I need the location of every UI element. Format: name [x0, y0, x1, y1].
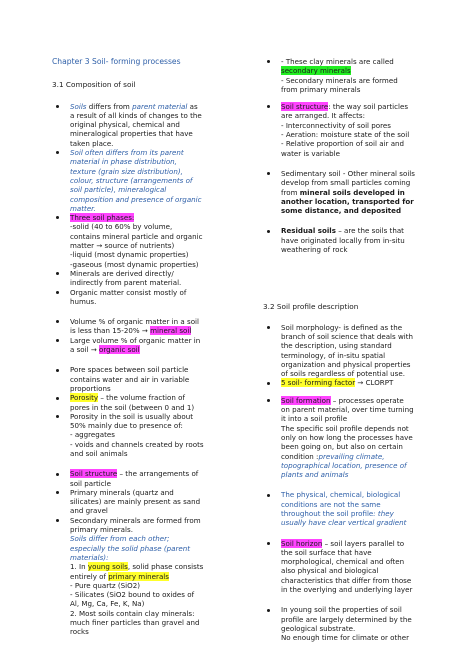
- text-line: [70, 213, 230, 222]
- text-line: soil particle), mineralogical: [70, 185, 167, 195]
- highlight-soil-forming-factor: 5 soil- forming factor: [281, 378, 356, 388]
- text-line: [70, 102, 230, 111]
- text-line: a result of all kinds of changes to the: [70, 110, 202, 120]
- text-line: terminology, of in-situ spatial: [281, 350, 386, 360]
- text-line: humus.: [70, 296, 97, 306]
- text-line: indirectly from parent material.: [70, 278, 182, 288]
- list-item: [52, 393, 230, 412]
- text-line: material in phase distribution,: [70, 157, 177, 167]
- text-line: proportions: [70, 383, 111, 393]
- text-line: [70, 393, 230, 402]
- text-line: 50% mainly due to presence of:: [70, 421, 183, 431]
- text-line: contains water and air in variable: [70, 374, 190, 384]
- list-item: [52, 365, 230, 393]
- term-parent-material: parent material: [132, 101, 188, 111]
- text-line: Pore spaces between soil particle: [70, 365, 189, 375]
- list-item: [263, 323, 433, 379]
- highlight-soil-horizon: Soil horizon: [281, 538, 323, 548]
- text: from: [281, 187, 300, 197]
- spacer: [52, 354, 230, 365]
- text-line: [281, 226, 433, 235]
- text-line: Minerals are derived directly/: [70, 268, 174, 278]
- text-line: been going on, but also on certain: [281, 442, 403, 452]
- text-line: weathering of rock: [281, 245, 348, 255]
- text-line: contains mineral particle and organic: [70, 231, 203, 241]
- list-item: [263, 605, 433, 642]
- text-line: usually have clear vertical gradient: [281, 518, 407, 528]
- text-line: colour, structure (arrangements of: [70, 175, 193, 185]
- text-line: geological substrate.: [281, 623, 356, 633]
- text-line: No enough time for climate or other: [281, 633, 410, 643]
- text: entirely of: [70, 571, 109, 581]
- highlight-soil-structure: Soil structure: [70, 469, 118, 479]
- text-line: [70, 345, 230, 354]
- spacer: [263, 528, 433, 539]
- text-line: - Interconnectivity of soil pores: [281, 120, 391, 130]
- italic-text: : they: [373, 508, 394, 518]
- text-line: pores in the soil (between 0 and 1): [70, 402, 195, 412]
- spacer: [263, 479, 433, 490]
- text: throughout the soil profile: [281, 508, 374, 518]
- text-line: [70, 562, 230, 571]
- spacer: [263, 388, 433, 396]
- text-line: [70, 326, 230, 335]
- text: – the volume fraction of: [98, 393, 185, 403]
- list-item: [52, 317, 230, 336]
- text-line: Soils differ from each other;: [70, 534, 170, 544]
- list-item: [263, 490, 433, 527]
- list-item: [52, 516, 230, 637]
- text-line: soil particle: [70, 478, 111, 488]
- text-line: matter → source of nutrients): [70, 241, 175, 251]
- text-line: materials):: [70, 552, 109, 562]
- text-line: on parent material, over time turning: [281, 405, 414, 415]
- list-item: [263, 226, 433, 254]
- text-line: Soil often differs from its parent: [70, 148, 184, 158]
- text-line: have originated locally from in-situ: [281, 235, 405, 245]
- text-line: Organic matter consist mostly of: [70, 287, 187, 297]
- list-item: [52, 488, 230, 516]
- text-line: much finer particles than gravel and: [70, 618, 200, 628]
- text-line: the description, using standard: [281, 341, 392, 351]
- text-line: [281, 102, 433, 111]
- text-line: - Secondary minerals are formed: [281, 75, 398, 85]
- text-line: Porosity in the soil is usually about: [70, 411, 194, 421]
- text-line: branch of soil science that deals with: [281, 331, 414, 341]
- text: : the way soil particles: [328, 102, 409, 112]
- text-line: taken place.: [70, 138, 114, 148]
- list-item: [263, 169, 433, 215]
- text-line: The physical, chemical, biological: [281, 490, 401, 500]
- text: condition :: [281, 451, 319, 461]
- text-line: Sedimentary soil - Other mineral soils: [281, 168, 415, 178]
- text-line: Primary minerals (quartz and: [70, 487, 174, 497]
- text-line: some distance, and deposited: [281, 206, 402, 216]
- text-line: especially the solid phase (parent: [70, 543, 191, 553]
- highlight-three-soil-phases: Three soil phases:: [70, 213, 135, 223]
- text-line: [281, 188, 433, 197]
- text-line: [281, 378, 433, 387]
- list-item: [52, 102, 230, 148]
- text-line: Al, Mg, Ca, Fe, K, Na): [70, 599, 145, 609]
- spacer: [263, 594, 433, 605]
- text-line: original physical, chemical and: [70, 120, 180, 130]
- list-item: [52, 213, 230, 269]
- text-line: and gravel: [70, 506, 108, 516]
- italic-text: prevailing climate,: [318, 451, 385, 461]
- spacer: [52, 306, 230, 317]
- text-line: matter.: [70, 203, 96, 213]
- bold-residual-soils: Residual soils: [281, 226, 336, 236]
- text-line: [281, 66, 433, 75]
- right-column: [263, 57, 433, 643]
- text-line: rocks: [70, 627, 89, 637]
- bold-text: mineral soils developed in: [299, 187, 405, 197]
- list-item: [263, 378, 433, 387]
- text-line: [281, 539, 433, 548]
- text-line: - voids and channels created by roots: [70, 439, 204, 449]
- text-line: profile are largely determined by the: [281, 614, 412, 624]
- text-line: - These clay minerals are called: [281, 57, 394, 66]
- list-item: [263, 396, 433, 480]
- text: is less than 15-20% →: [70, 326, 151, 336]
- text-line: composition and presence of organic: [70, 194, 202, 204]
- text-line: water is variable: [281, 148, 341, 158]
- text-line: are arranged. It affects:: [281, 111, 365, 121]
- list-item: [263, 539, 433, 595]
- highlight-soil-formation: Soil formation: [281, 395, 331, 405]
- text-line: -gaseous (most dynamic properties): [70, 259, 199, 269]
- highlight-porosity: Porosity: [70, 393, 99, 403]
- spacer: [263, 215, 433, 226]
- text-line: organization and physical properties: [281, 359, 411, 369]
- text-line: 2. Most soils contain clay minerals:: [70, 608, 195, 618]
- text: 1. In: [70, 562, 88, 572]
- highlight-young-soils: young soils: [87, 562, 128, 572]
- spacer: [263, 254, 433, 302]
- highlight-soil-structure: Soil structure: [281, 102, 329, 112]
- text: – soil layers parallel to: [322, 538, 405, 548]
- list-item-continued: [263, 57, 433, 94]
- spacer: [263, 94, 433, 102]
- text-line: also physical and biological: [281, 566, 379, 576]
- text: – processes operate: [330, 395, 404, 405]
- list-item: [263, 102, 433, 158]
- text-line: [70, 572, 230, 581]
- text-line: - Silicates (SiO2 bound to oxides of: [70, 590, 195, 600]
- list-item: [52, 269, 230, 288]
- text-line: The specific soil profile depends not: [281, 423, 409, 433]
- text: – are the soils that: [335, 226, 404, 236]
- text-line: develop from small particles coming: [281, 178, 411, 188]
- text-line: it into a soil profile: [281, 414, 348, 424]
- section-heading: 3.1 Composition of soil: [52, 80, 136, 90]
- text-line: In young soil the properties of soil: [281, 605, 402, 615]
- text-line: [70, 469, 230, 478]
- text-line: Secondary minerals are formed from: [70, 515, 201, 525]
- list-item: [52, 336, 230, 355]
- text-line: and soil animals: [70, 448, 128, 458]
- text-line: - Aeration: moisture state of the soil: [281, 130, 410, 140]
- left-column: [52, 57, 230, 637]
- text-line: - Relative proportion of soil air and: [281, 139, 405, 149]
- text: differs from: [86, 101, 133, 111]
- text-line: primary minerals.: [70, 525, 133, 535]
- text-line: in the overlying and underlying layer: [281, 585, 413, 595]
- text-line: mineralogical properties that have: [70, 129, 193, 139]
- text: – the arrangements of: [117, 469, 199, 479]
- highlight-primary-minerals: primary minerals: [108, 571, 169, 581]
- list-item: [52, 148, 230, 213]
- text: a soil →: [70, 345, 100, 355]
- term-soils: Soils: [70, 101, 87, 111]
- text: → CLORPT: [355, 378, 394, 388]
- text-line: [281, 396, 433, 405]
- highlight-secondary-minerals: secondary minerals: [281, 66, 351, 76]
- list-item: [52, 469, 230, 488]
- text-line: - Pure quartz (SiO2): [70, 580, 140, 590]
- text-line: of soils regardless of potential use.: [281, 369, 405, 379]
- text: , solid phase consists: [127, 562, 204, 572]
- text-line: [281, 509, 433, 518]
- highlight-mineral-soil: mineral soil: [150, 326, 192, 336]
- text-line: Volume % of organic matter in a soil: [70, 317, 199, 327]
- text-line: Soil morphology- is defined as the: [281, 322, 403, 332]
- section-heading: 3.2 Soil profile description: [263, 302, 359, 312]
- spacer: [52, 458, 230, 469]
- text-line: only on how long the processes have: [281, 432, 413, 442]
- text-line: -solid (40 to 60% by volume,: [70, 222, 173, 232]
- list-item: [52, 412, 230, 458]
- text-line: morphological, chemical and often: [281, 557, 405, 567]
- text-line: - aggregates: [70, 430, 115, 440]
- text-line: texture (grain size distribution),: [70, 166, 183, 176]
- text: as: [187, 101, 198, 111]
- spacer: [263, 158, 433, 169]
- chapter-heading: Chapter 3 Soil- forming processes: [52, 57, 181, 66]
- list-item: [52, 288, 230, 307]
- text-line: from primary minerals: [281, 84, 361, 94]
- text-line: another location, transported for: [281, 196, 414, 206]
- highlight-organic-soil: organic soil: [99, 345, 140, 355]
- text-line: Large volume % of organic matter in: [70, 335, 201, 345]
- text-line: [281, 452, 433, 461]
- text-line: topographical location, presence of: [281, 460, 407, 470]
- text-line: -liquid (most dynamic properties): [70, 250, 189, 260]
- text-line: conditions are not the same: [281, 499, 381, 509]
- text-line: plants and animals: [281, 470, 349, 480]
- text-line: silicates) are mainly present as sand: [70, 497, 201, 507]
- text-line: the soil surface that have: [281, 547, 372, 557]
- text-line: characteristics that differ from those: [281, 575, 412, 585]
